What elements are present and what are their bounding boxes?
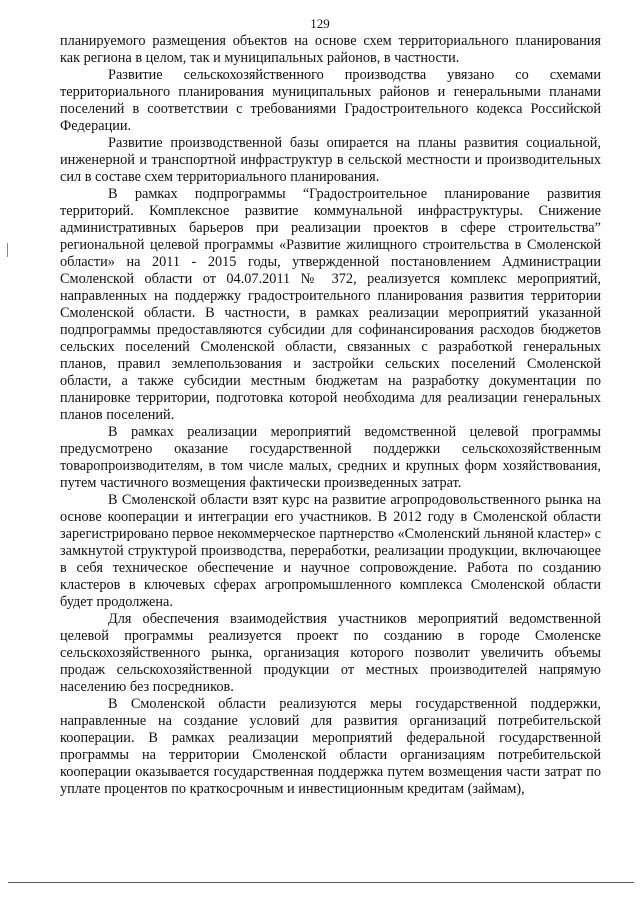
paragraph-5: В рамках реализации мероприятий ведомственной целевой программы предусмотрено оказание государственной поддержки сельскохозяйственным товаропроизводителям, в том числе малых, средних и крупных форм хозяйствования, путем частичного возмещения фактически произведенных затрат. [60, 424, 601, 491]
body-text [60, 33, 601, 798]
bottom-rule [8, 882, 634, 883]
page-number: 129 [310, 16, 330, 31]
paragraph-1: планируемого размещения объектов на основе схем территориального планирования как региона в целом, так и муниципальных районов, в частности. [60, 33, 601, 66]
paragraph-4: В рамках подпрограммы “Градостроительное планирование развития территорий. Комплексное развитие коммунальной инфраструктуры. Снижение административных барьеров при реализации проектов в сфере строительства” региональной целевой программы «Развитие жилищного строительства в Смоленской области» на 2011 - 2015 годы, утвержденной постановлением Администрации Смоленской области от 04.07.2011 № 372, реализуется комплекс мероприятий, направленных на поддержку градостроительного планирования развития территории Смоленской области. В частности, в рамках реализации мероприятий указанной подпрограммы предоставляются субсидии для софинансирования расходов бюджетов сельских поселений Смоленской области, связанных с разработкой генеральных планов, правил землепользования и застройки сельских поселений Смоленской области, а также субсидии местным бюджетам на разработку документации по планировке территории, подготовка которой необходима для реализации генеральных планов поселений. [60, 186, 601, 423]
paragraph-2: Развитие сельскохозяйственного производства увязано со схемами территориального планирования муниципальных районов и генеральными планами поселений в соответствии с требованиями Градостроительного кодекса Российской Федерации. [60, 67, 601, 134]
margin-mark [7, 243, 8, 257]
paragraph-6: В Смоленской области взят курс на развитие агропродовольственного рынка на основе кооперации и интеграции его участников. В 2012 году в Смоленской области зарегистрировано первое некоммерческое партнерство «Смоленский льняной кластер» с замкнутой структурой производства, переработки, реализации продукции, включающее в себя техническое обеспечение и научное сопровождение. Работа по созданию кластеров в ключевых сферах агропромышленного комплекса Смоленской области будет продолжена. [60, 492, 602, 610]
paragraph-8: В Смоленской области реализуются меры государственной поддержки, направленные на создание условий для развития организаций потребительской кооперации. В рамках реализации мероприятий федеральной государственной программы на территории Смоленской области организациям потребительской кооперации оказывается государственная поддержка путем возмещения части затрат по уплате процентов по краткосрочным и инвестиционным кредитам (займам), [60, 696, 601, 797]
paragraph-3: Развитие производственной базы опирается на планы развития социальной, инженерной и транспортной инфраструктур в сельской местности и производительных сил в составе схем территориального планирования. [60, 135, 601, 185]
paragraph-7: Для обеспечения взаимодействия участников мероприятий ведомственной целевой программы реализуется проект по созданию в городе Смоленске сельскохозяйственного рынка, организация которого позволит увеличить объемы продаж сельскохозяйственной продукции от местных производителей напрямую населению без посредников. [60, 611, 601, 695]
